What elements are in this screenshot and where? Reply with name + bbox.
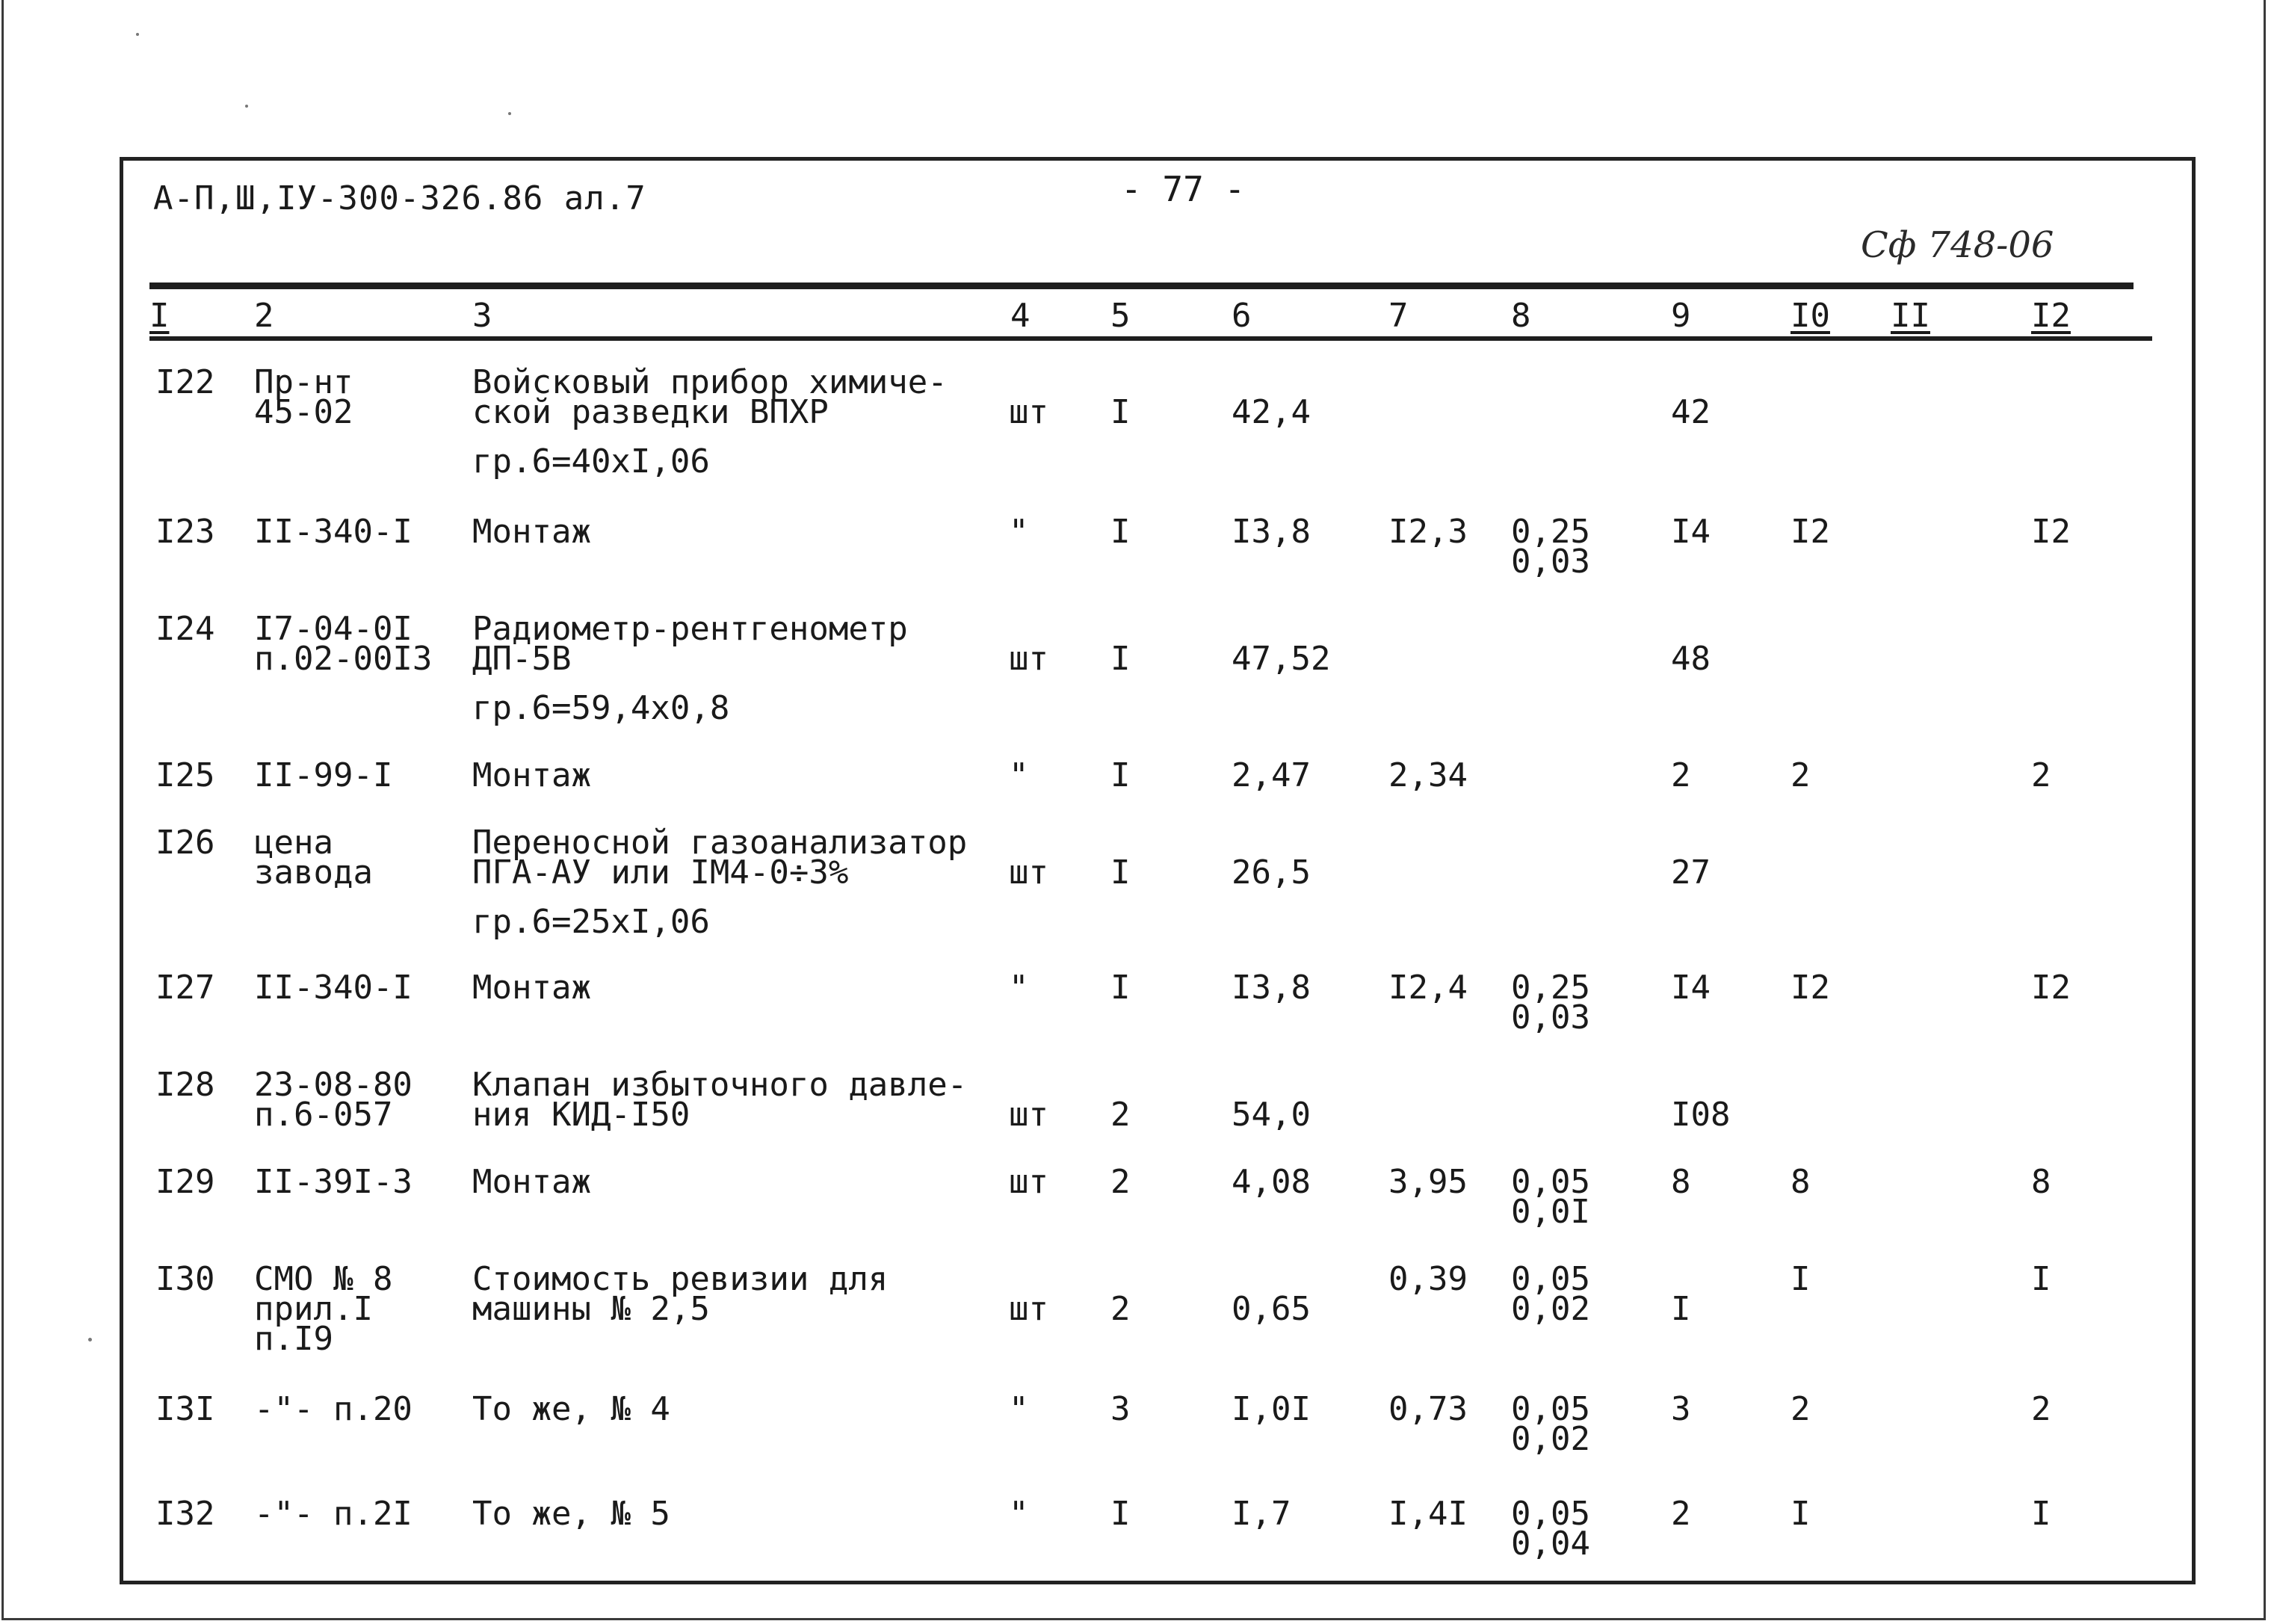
column-8-cell: 0,05 (1511, 1260, 1590, 1298)
column-6-cell: 26,5 (1232, 853, 1311, 892)
column-10-cell: I2 (1791, 513, 1830, 551)
column-6-cell: I,7 (1232, 1495, 1291, 1533)
column-header-10: I0 (1791, 297, 1830, 335)
unit-cell: " (1009, 969, 1029, 1007)
column-9-cell: 2 (1671, 1495, 1691, 1533)
quantity-cell: I (1110, 853, 1131, 892)
column-7-cell: 0,39 (1388, 1260, 1468, 1298)
item-description: То же, № 4 (472, 1390, 670, 1428)
column-6-cell: 47,52 (1232, 640, 1331, 678)
unit-cell: шт (1009, 1163, 1048, 1201)
column-6-cell: 42,4 (1232, 393, 1311, 431)
column-8-cell: 0,05 (1511, 1390, 1590, 1428)
resource-code: II-340-I (254, 969, 413, 1007)
column-header-4: 4 (1010, 297, 1031, 335)
resource-code: п.02-00I3 (254, 640, 433, 678)
resource-code: Пр-нт (254, 363, 353, 401)
scan-speck (88, 1338, 92, 1342)
row-number: I23 (155, 513, 215, 551)
quantity-cell: 2 (1110, 1096, 1131, 1134)
scan-speck (508, 112, 511, 115)
calculation-note: гр.6=25хI,06 (472, 903, 710, 941)
resource-code: 23-08-80 (254, 1066, 413, 1104)
column-7-cell: I2,3 (1388, 513, 1468, 551)
column-8-cell: 0,03 (1511, 543, 1590, 581)
column-8-cell: 0,02 (1511, 1290, 1590, 1328)
column-header-6: 6 (1232, 297, 1252, 335)
column-9-cell: I4 (1671, 513, 1711, 551)
column-9-cell: I (1671, 1290, 1691, 1328)
column-8-cell: 0,05 (1511, 1163, 1590, 1201)
column-12-cell: 2 (2031, 756, 2051, 794)
unit-cell: " (1009, 756, 1029, 794)
column-8-cell: 0,25 (1511, 513, 1590, 551)
item-description: ДП-5В (472, 640, 572, 678)
column-header-9: 9 (1671, 297, 1691, 335)
resource-code: прил.I (254, 1290, 373, 1328)
resource-code: II-39I-3 (254, 1163, 413, 1201)
unit-cell: шт (1009, 393, 1048, 431)
row-number: I26 (155, 824, 215, 862)
unit-cell: шт (1009, 1290, 1048, 1328)
item-description: Монтаж (472, 756, 591, 794)
resource-code: цена (254, 824, 333, 862)
item-description: Радиометр-рентгенометр (472, 610, 908, 648)
row-number: I25 (155, 756, 215, 794)
column-6-cell: 54,0 (1232, 1096, 1311, 1134)
unit-cell: " (1009, 1495, 1029, 1533)
column-10-cell: I (1791, 1495, 1811, 1533)
column-8-cell: 0,03 (1511, 998, 1590, 1037)
column-12-cell: I2 (2031, 969, 2071, 1007)
row-number: I29 (155, 1163, 215, 1201)
row-number: I3I (155, 1390, 215, 1428)
column-6-cell: I3,8 (1232, 969, 1311, 1007)
column-header-2: 2 (254, 297, 274, 335)
quantity-cell: I (1110, 393, 1131, 431)
item-description: То же, № 5 (472, 1495, 670, 1533)
quantity-cell: I (1110, 1495, 1131, 1533)
quantity-cell: I (1110, 756, 1131, 794)
column-12-cell: I2 (2031, 513, 2071, 551)
column-7-cell: I,4I (1388, 1495, 1468, 1533)
resource-code: -"- п.2I (254, 1495, 413, 1533)
item-description: машины № 2,5 (472, 1290, 710, 1328)
column-8-cell: 0,25 (1511, 969, 1590, 1007)
column-10-cell: 2 (1791, 756, 1811, 794)
resource-code: 45-02 (254, 393, 353, 431)
column-8-cell: 0,04 (1511, 1525, 1590, 1563)
column-header-8: 8 (1511, 297, 1531, 335)
column-9-cell: 2 (1671, 756, 1691, 794)
column-header-7: 7 (1388, 297, 1409, 335)
column-10-cell: 8 (1791, 1163, 1811, 1201)
item-description: ской разведки ВПХР (472, 393, 829, 431)
column-9-cell: 48 (1671, 640, 1711, 678)
row-number: I27 (155, 969, 215, 1007)
column-9-cell: 8 (1671, 1163, 1691, 1201)
resource-code: п.6-057 (254, 1096, 393, 1134)
quantity-cell: I (1110, 969, 1131, 1007)
column-7-cell: 3,95 (1388, 1163, 1468, 1201)
unit-cell: шт (1009, 640, 1048, 678)
calculation-note: гр.6=59,4х0,8 (472, 689, 730, 727)
resource-code: завода (254, 853, 373, 892)
item-description: Стоимость ревизии для (472, 1260, 889, 1298)
quantity-cell: 2 (1110, 1163, 1131, 1201)
column-9-cell: 3 (1671, 1390, 1691, 1428)
column-10-cell: I (1791, 1260, 1811, 1298)
column-header-rule (149, 336, 2152, 341)
column-10-cell: 2 (1791, 1390, 1811, 1428)
resource-code: II-99-I (254, 756, 393, 794)
header-rule (149, 282, 2134, 289)
column-8-cell: 0,05 (1511, 1495, 1590, 1533)
column-7-cell: 2,34 (1388, 756, 1468, 794)
item-description: Переносной газоанализатор (472, 824, 968, 862)
item-description: Войсковый прибор химиче- (472, 363, 948, 401)
item-description: Монтаж (472, 969, 591, 1007)
column-12-cell: 2 (2031, 1390, 2051, 1428)
resource-code: -"- п.20 (254, 1390, 413, 1428)
column-12-cell: 8 (2031, 1163, 2051, 1201)
column-6-cell: 2,47 (1232, 756, 1311, 794)
table-frame (120, 157, 2196, 1584)
column-7-cell: I2,4 (1388, 969, 1468, 1007)
column-7-cell: 0,73 (1388, 1390, 1468, 1428)
column-6-cell: 4,08 (1232, 1163, 1311, 1201)
item-description: Клапан избыточного давле- (472, 1066, 968, 1104)
item-description: ПГА-АУ или IМ4-0÷3% (472, 853, 849, 892)
page-number: - 77 - (1121, 169, 1246, 209)
column-12-cell: I (2031, 1260, 2051, 1298)
row-number: I24 (155, 610, 215, 648)
column-header-11: II (1891, 297, 1930, 335)
row-number: I30 (155, 1260, 215, 1298)
column-8-cell: 0,02 (1511, 1420, 1590, 1458)
item-description: Монтаж (472, 1163, 591, 1201)
column-header-12: I2 (2031, 297, 2071, 335)
unit-cell: шт (1009, 1096, 1048, 1134)
quantity-cell: 3 (1110, 1390, 1131, 1428)
column-6-cell: 0,65 (1232, 1290, 1311, 1328)
column-8-cell: 0,0I (1511, 1193, 1590, 1231)
column-9-cell: I08 (1671, 1096, 1731, 1134)
column-header-5: 5 (1110, 297, 1131, 335)
row-number: I28 (155, 1066, 215, 1104)
resource-code: СМО № 8 (254, 1260, 393, 1298)
row-number: I32 (155, 1495, 215, 1533)
column-12-cell: I (2031, 1495, 2051, 1533)
column-9-cell: I4 (1671, 969, 1711, 1007)
unit-cell: " (1009, 513, 1029, 551)
scan-speck (136, 33, 139, 36)
column-6-cell: I3,8 (1232, 513, 1311, 551)
unit-cell: " (1009, 1390, 1029, 1428)
quantity-cell: I (1110, 513, 1131, 551)
column-9-cell: 27 (1671, 853, 1711, 892)
column-10-cell: I2 (1791, 969, 1830, 1007)
scan-speck (245, 105, 248, 108)
column-6-cell: I,0I (1232, 1390, 1311, 1428)
quantity-cell: 2 (1110, 1290, 1131, 1328)
resource-code: п.I9 (254, 1320, 333, 1358)
document-code: А-П,Ш,IУ-300-326.86 ал.7 (153, 179, 646, 217)
row-number: I22 (155, 363, 215, 401)
column-header-3: 3 (472, 297, 492, 335)
calculation-note: гр.6=40хI,06 (472, 442, 710, 481)
unit-cell: шт (1009, 853, 1048, 892)
item-description: ния КИД-I50 (472, 1096, 690, 1134)
item-description: Монтаж (472, 513, 591, 551)
handwritten-note: Сф 748-06 (1861, 224, 2054, 266)
resource-code: II-340-I (254, 513, 413, 551)
column-9-cell: 42 (1671, 393, 1711, 431)
column-header-1: I (149, 297, 170, 335)
quantity-cell: I (1110, 640, 1131, 678)
resource-code: I7-04-0I (254, 610, 413, 648)
